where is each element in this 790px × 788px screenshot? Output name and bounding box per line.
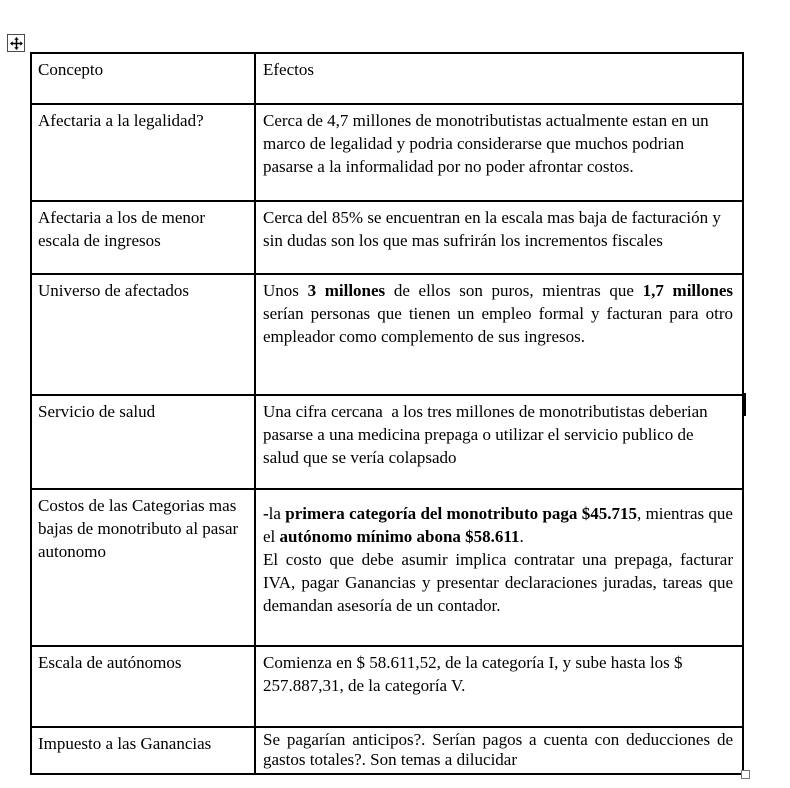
table-row-escala-autonomos [31, 646, 743, 727]
move-cross-icon [10, 37, 23, 50]
efectos-cell[interactable]: Cerca de 4,7 millones de monotributistas actualmente estan en un marco de legalidad y podria considerarse que muchos podrian pasarse a la informalidad por no poder afrontar costos. [255, 104, 743, 201]
efectos-cell[interactable]: Se pagarían anticipos?. Serían pagos a cuenta con deducciones de gastos totales?. Son temas a dilucidar [255, 727, 743, 774]
table-header-row [31, 53, 743, 104]
text-cursor [744, 393, 746, 416]
concepto-cell[interactable]: Escala de autónomos [31, 646, 255, 727]
concepto-cell[interactable]: Universo de afectados [31, 274, 255, 395]
efectos-cell[interactable]: Cerca del 85% se encuentran en la escala mas baja de facturación y sin dudas son los que mas sufrirán los incrementos fiscales [255, 201, 743, 274]
header-concepto-cell[interactable]: Concepto [31, 53, 255, 104]
concepto-cell[interactable]: Costos de las Categorias mas bajas de monotributo al pasar autonomo [31, 489, 255, 646]
concepto-efectos-table [30, 52, 744, 775]
header-efectos-cell[interactable]: Efectos [255, 53, 743, 104]
efectos-cell[interactable]: Unos 3 millones de ellos son puros, mientras que 1,7 millones serían personas que tienen un empleo formal y facturan para otro empleador como complemento de sus ingresos. [255, 274, 743, 395]
table-row-salud [31, 395, 743, 489]
table-row-universo [31, 274, 743, 395]
table-row-legalidad [31, 104, 743, 201]
table-row-costos-categorias [31, 489, 743, 646]
table-resize-handle[interactable] [741, 770, 750, 779]
table-row-ganancias [31, 727, 743, 774]
table-row-menor-escala [31, 201, 743, 274]
concepto-cell[interactable]: Impuesto a las Ganancias [31, 727, 255, 774]
table-move-handle[interactable] [7, 34, 25, 52]
concepto-cell[interactable]: Afectaria a los de menor escala de ingresos [31, 201, 255, 274]
concepto-cell[interactable]: Servicio de salud [31, 395, 255, 489]
efectos-cell[interactable]: -la primera categoría del monotributo paga $45.715, mientras que el autónomo mínimo abona $58.611. El costo que debe asumir implica contratar una prepaga, facturar IVA, pagar Ganancias y presentar declaraciones juradas, tareas que demandan asesoría de un contador. [255, 489, 743, 646]
efectos-cell[interactable]: Comienza en $ 58.611,52, de la categoría I, y sube hasta los $ 257.887,31, de la categoría V. [255, 646, 743, 727]
efectos-cell[interactable]: Una cifra cercana a los tres millones de monotributistas deberian pasarse a una medicina prepaga o utilizar el servicio publico de salud que se vería colapsado [255, 395, 743, 489]
concepto-cell[interactable]: Afectaria a la legalidad? [31, 104, 255, 201]
